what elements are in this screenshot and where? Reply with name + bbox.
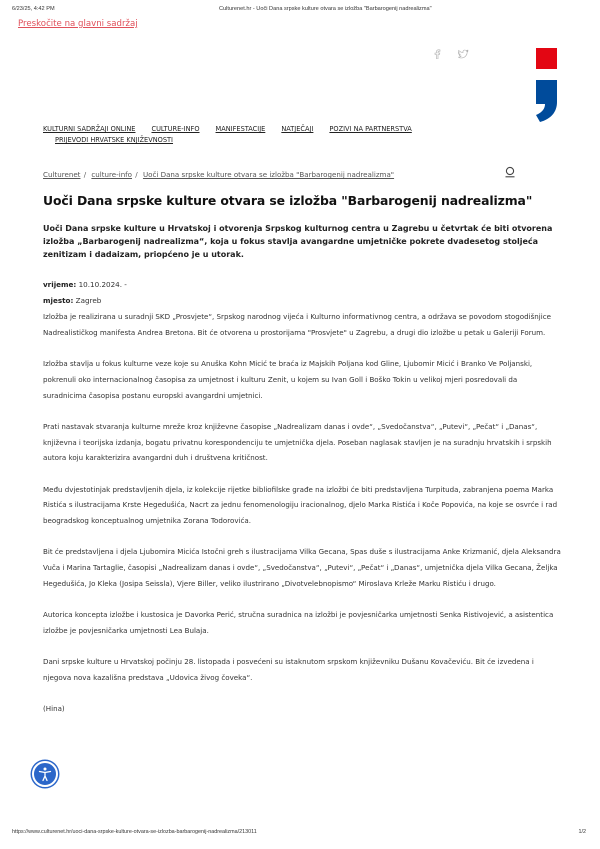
event-time-value: 10.10.2024. - xyxy=(78,280,127,289)
article-paragraph: Izložba je realizirana u suradnji SKD „Prosvjete“, Srpskog narodnog vijeća i Kulturno informativnog centra, a održava se povodom stogodišnjice Nadrealističkog manifesta Andrea Bretona. Bit će otvorena u prostorijama "Prosvjete" u Zagrebu, a drugi dio izložbe u petak u Galeriji Forum. xyxy=(43,312,551,337)
main-navigation xyxy=(43,124,463,146)
article-lead: Uoči Dana srpske kulture u Hrvatskoj i otvorenja Srpskog kulturnog centra u Zagrebu u četvrtak će biti otvorena izložba „Barbarogenij nadrealizma“, koja u fokus stavlja avangardne umjetničke pokrete dvadesetog stoljeća zenitizam i dadaizam, priopćeno je u utorak. xyxy=(43,224,553,259)
article-paragraph: Prati nastavak stvaranja kulturne mreže kroz književne časopise „Nadrealizam danas i ovde“, „Svedočanstva“, „Putevi“, „Pečat“ i „Danas“, književna i teorijska izdanja, bogatu privatnu korespondenciju te umjetnička djela. Poseban naglasak stavljen je na suradnju hrvatskih i srpskih autora koju karakterizira avangardni duh i društvena kritičnost. xyxy=(43,421,552,463)
article-title: Uoči Dana srpske kulture otvara se izložba "Barbarogenij nadrealizma" xyxy=(43,193,533,208)
event-time-label: vrijeme: xyxy=(43,280,77,289)
nav-item-kulturni-sadrzaji-online[interactable]: KULTURNI SADRŽAJI ONLINE xyxy=(43,125,136,133)
search-icon[interactable] xyxy=(504,166,516,178)
twitter-icon[interactable] xyxy=(456,49,470,62)
article-paragraph: Bit će predstavljena i djela Ljubomira Micića Istočni greh s ilustracijama Vilka Gecana, Spas duše s ilustracijama Anke Krizmanić, djela Aleksandra Vuča i Marina Tartaglie, časopisi „Nadrealizam danas i ovde“, „Svedočanstva“, „Putevi“, „Pečat“ i „Danas“, umjetnička djela Vilka Gecana, Željka Hegedušića, Jo Kleka (Josipa Seissla), Vjere Biller, veliko ilustrirano „Divotvelebnopismo“ Miroslava Krleže Marku Ristiću i drugo. xyxy=(43,547,561,588)
article-paragraph: Izložba stavlja u fokus kulturne veze koje su Anuška Kohn Micić te braća iz Majskih Poljana kod Gline, Ljubomir Micić i Branko Ve Poljanski, pokrenuli oko internacionalnog časopisa za umjetnost i kulturu Zenit, u kojem su Ivan Goll i Boško Tokin u velikoj mjeri posredovali da suradnicima časopisa postanu europski avangardni umjetnici. xyxy=(43,359,533,400)
breadcrumb-separator: / xyxy=(135,170,138,179)
event-time xyxy=(43,280,127,289)
article-paragraph: Dani srpske kulture u Hrvatskoj počinju 28. listopada i posvećeni su istaknutom srpskom književniku Dušanu Kovačeviću. Bit će izvedena i njegova nova kazališna predstava „Udovica živog čoveka“. xyxy=(43,657,534,683)
print-datetime: 6/23/25, 4:42 PM xyxy=(12,6,55,12)
nav-item-culture-info[interactable]: CULTURE-INFO xyxy=(151,125,200,133)
nav-item-natjecaji[interactable]: NATJEČAJI xyxy=(281,125,314,133)
accessibility-button[interactable] xyxy=(32,761,58,787)
print-page-number: 1/2 xyxy=(578,829,586,835)
event-place-label: mjesto: xyxy=(43,296,74,305)
article-source: (Hina) xyxy=(43,704,65,714)
skip-to-content-link[interactable]: Preskočite na glavni sadržaj xyxy=(18,19,138,29)
event-place xyxy=(43,296,101,305)
accessibility-icon xyxy=(37,766,53,782)
article-paragraph: Među dvjestotinjak predstavljenih djela, iz kolekcije rijetke bibliofilske građe na izložbi će biti predstavljena Turpituda, zabranjena poema Marka Ristića s ilustracijama Krste Hegedušića, Nacrt za jednu fenomenologiju iracionalnog, djelo Marka Ristića i Koče Popovića, na koje se osvrće i rad beogradskog konceptualnog umjetnika Zorana Todorovića. xyxy=(43,484,558,526)
breadcrumb-item-culturenet[interactable]: Culturenet xyxy=(43,170,81,179)
breadcrumb-separator: / xyxy=(83,170,87,179)
facebook-icon[interactable] xyxy=(430,49,444,62)
event-place-value: Zagreb xyxy=(75,296,102,305)
article-paragraph: Autorica koncepta izložbe i kustosica je Davorka Perić, stručna suradnica na izložbi je povjesničarka umjetnosti Senka Ristivojević, a asistentica izložbe je povjesničarka umjetnosti Lea Bulaja. xyxy=(43,610,554,635)
breadcrumb-item-culture-info[interactable]: culture-info xyxy=(91,170,133,179)
nav-item-pozivi-na-partnerstva[interactable]: POZIVI NA PARTNERSTVA xyxy=(329,125,412,133)
logo-red-square[interactable] xyxy=(536,48,557,69)
social-links xyxy=(430,49,470,62)
nav-item-prijevodi-hrvatske-knjizevnosti[interactable]: PRIJEVODI HRVATSKE KNJIŽEVNOSTI xyxy=(55,136,174,144)
article-body xyxy=(43,309,563,733)
print-header xyxy=(12,6,588,16)
print-url: https://www.culturenet.hr/uoci-dana-srpske-kulture-otvara-se-izlozba-barbarogenij-nadrealizma/213011 xyxy=(12,829,257,835)
nav-item-manifestacije[interactable]: MANIFESTACIJE xyxy=(215,125,266,133)
breadcrumb-item-current[interactable]: Uoči Dana srpske kulture otvara se izložba "Barbarogenij nadrealizma" xyxy=(142,170,395,179)
breadcrumb xyxy=(43,170,394,179)
logo-comma-icon[interactable] xyxy=(536,80,557,122)
print-page-title: Culturenet.hr - Uoči Dana srpske kulture otvara se izložba "Barbarogenij nadrealizma" xyxy=(219,6,432,12)
